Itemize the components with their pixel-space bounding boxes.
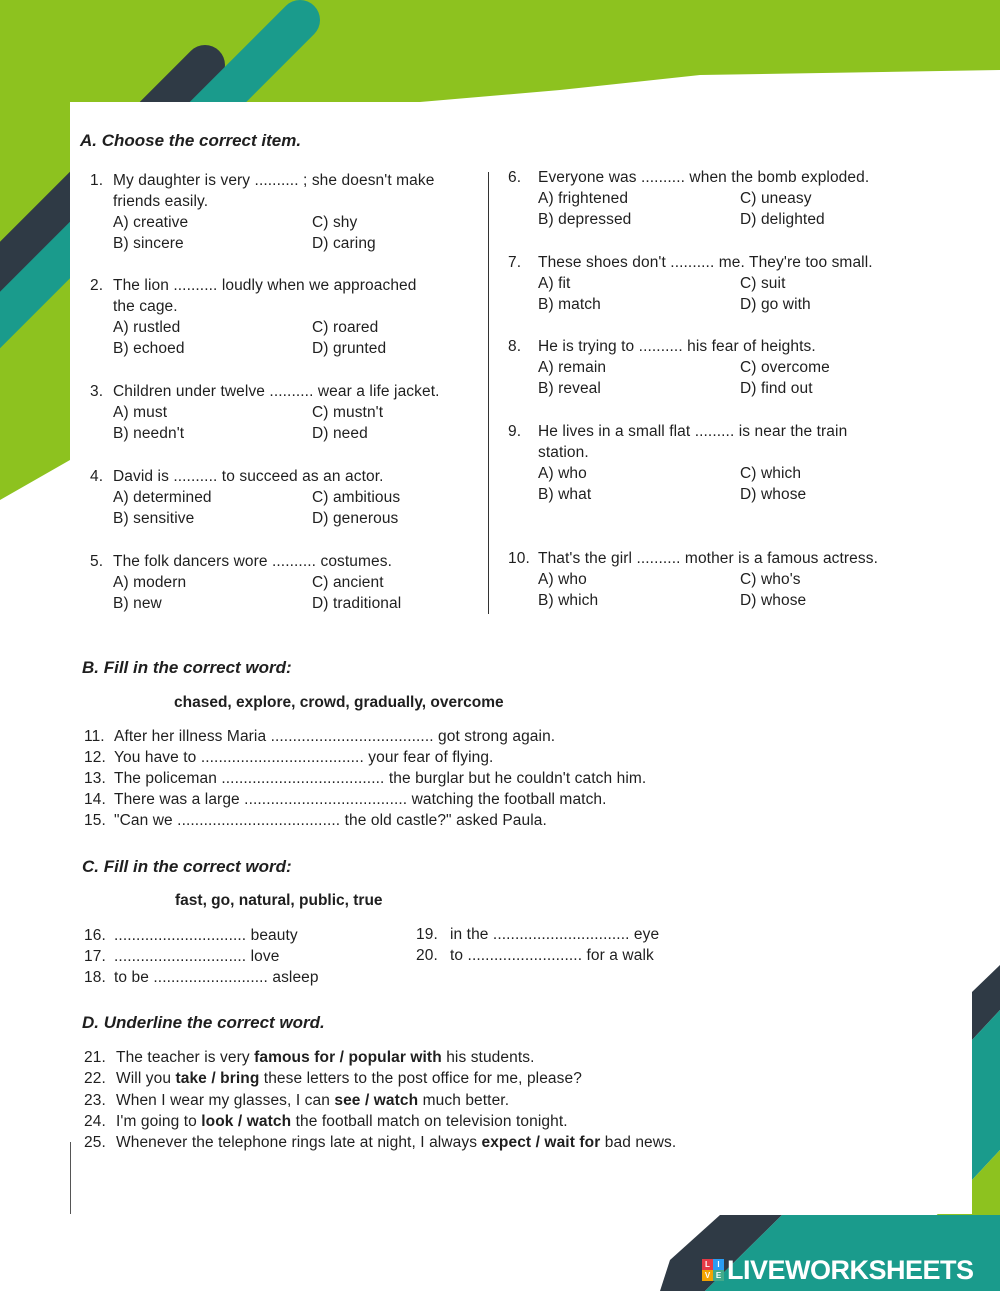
- option-a: A) remain: [538, 359, 607, 376]
- question-number: 8.: [508, 338, 522, 355]
- word-choice[interactable]: bring: [220, 1070, 260, 1088]
- underline-item-number: 24.: [84, 1112, 106, 1130]
- underline-item-sentence: [116, 1092, 509, 1110]
- question-text: The lion .......... loudly when we approached: [113, 277, 417, 294]
- option-b: B) sincere: [113, 235, 184, 252]
- fill-item-number: 15.: [84, 812, 106, 829]
- question-number: 4.: [90, 468, 104, 485]
- logo-mark-letter: I: [713, 1259, 724, 1270]
- option-a: A) must: [113, 404, 168, 421]
- question-text: He lives in a small flat ......... is near the train: [538, 423, 848, 440]
- question-number: 2.: [90, 277, 104, 294]
- option-d: D) delighted: [740, 211, 825, 228]
- question-text: friends easily.: [113, 193, 209, 210]
- sentence-part: Will you: [116, 1070, 176, 1088]
- option-d: D) whose: [740, 592, 807, 609]
- option-c: C) suit: [740, 275, 786, 292]
- sentence-part: /: [531, 1134, 545, 1152]
- section-c-title: C. Fill in the correct word:: [82, 857, 292, 876]
- sentence-part: Whenever the telephone rings late at night, I always: [116, 1134, 482, 1152]
- question-number: 10.: [508, 550, 530, 567]
- question-text: He is trying to .......... his fear of heights.: [538, 338, 816, 355]
- option-a: A) modern: [113, 574, 187, 591]
- sentence-part: his students.: [441, 1049, 535, 1066]
- option-c: C) shy: [312, 214, 358, 231]
- section-a-title: A. Choose the correct item.: [80, 131, 302, 150]
- fill-item-number: 16.: [84, 927, 106, 944]
- word-choice[interactable]: take: [175, 1070, 207, 1088]
- underline-item-number: 25.: [84, 1134, 106, 1152]
- sentence-part: /: [206, 1070, 221, 1088]
- fill-item-number: 20.: [416, 947, 438, 964]
- question-number: 7.: [508, 254, 522, 271]
- sentence-part: these letters to the post office for me, please?: [259, 1070, 582, 1088]
- option-d: D) traditional: [312, 595, 402, 612]
- underline-item-sentence: [116, 1049, 535, 1067]
- question-number: 1.: [90, 172, 104, 189]
- option-d: D) need: [312, 425, 368, 442]
- option-b: B) new: [113, 595, 162, 612]
- option-a: A) creative: [113, 214, 189, 231]
- sentence-part: The teacher is very: [116, 1049, 255, 1066]
- option-b: B) sensitive: [113, 510, 195, 527]
- word-choice[interactable]: expect: [481, 1134, 532, 1152]
- option-b: B) what: [538, 486, 592, 503]
- sentence-part: /: [335, 1049, 349, 1066]
- fill-item-text: "Can we ..................................... the old castle?" asked Paula.: [114, 812, 547, 829]
- option-c: C) mustn't: [312, 404, 384, 421]
- word-choice[interactable]: see: [334, 1091, 361, 1109]
- fill-item-text: The policeman ..................................... the burglar but he couldn't catch him.: [114, 770, 647, 787]
- option-d: D) whose: [740, 486, 807, 503]
- question-text: David is .......... to succeed as an actor.: [113, 468, 384, 485]
- underline-item-sentence: [116, 1134, 676, 1152]
- option-c: C) ancient: [312, 574, 384, 591]
- question-text: My daughter is very .......... ; she doesn't make: [113, 172, 435, 189]
- option-a: A) who: [538, 571, 587, 588]
- option-c: C) uneasy: [740, 190, 812, 207]
- section-b-title: B. Fill in the correct word:: [82, 658, 292, 677]
- logo-mark-letter: E: [713, 1270, 724, 1281]
- option-d: D) generous: [312, 510, 399, 527]
- underline-item-sentence: [116, 1070, 582, 1088]
- question-number: 3.: [90, 383, 104, 400]
- sentence-part: bad news.: [600, 1134, 677, 1152]
- question-text: These shoes don't .......... me. They're too small.: [538, 254, 873, 271]
- word-choice[interactable]: look: [201, 1112, 234, 1130]
- fill-item-text: in the ............................... eye: [450, 926, 660, 943]
- section-b-word-list: chased, explore, crowd, gradually, overcome: [174, 694, 504, 711]
- logo-mark-letter: L: [702, 1259, 713, 1270]
- logo-text: LIVEWORKSHEETS: [727, 1254, 974, 1285]
- section-c-word-list: fast, go, natural, public, true: [175, 892, 383, 909]
- fill-item-text: .............................. beauty: [114, 927, 298, 944]
- liveworksheets-logo: [702, 1256, 974, 1284]
- option-c: C) overcome: [740, 359, 830, 376]
- question-text: That's the girl .......... mother is a famous actress.: [538, 550, 879, 567]
- option-d: D) find out: [740, 380, 813, 397]
- question-text: Everyone was .......... when the bomb exploded.: [538, 169, 870, 186]
- fill-item-text: You have to ..................................... your fear of flying.: [114, 749, 494, 766]
- fill-item-number: 13.: [84, 770, 106, 787]
- underline-item-number: 22.: [84, 1070, 106, 1088]
- sentence-part: /: [233, 1112, 247, 1130]
- logo-mark-icon: [702, 1259, 724, 1281]
- question-text: Children under twelve .......... wear a life jacket.: [113, 383, 440, 400]
- option-a: A) rustled: [113, 319, 181, 336]
- option-d: D) go with: [740, 296, 811, 313]
- option-b: B) depressed: [538, 211, 632, 228]
- option-a: A) frightened: [538, 190, 629, 207]
- worksheet: [70, 102, 972, 1214]
- question-text: The folk dancers wore .......... costumes.: [113, 553, 392, 570]
- option-d: D) caring: [312, 235, 376, 252]
- option-c: C) roared: [312, 319, 379, 336]
- option-c: C) who's: [740, 571, 801, 588]
- section-d-title: D. Underline the correct word.: [82, 1013, 325, 1032]
- word-choice[interactable]: famous for: [254, 1049, 336, 1066]
- fill-item-text: After her illness Maria ..................................... got strong again.: [114, 728, 556, 745]
- question-number: 6.: [508, 169, 522, 186]
- question-number: 5.: [90, 553, 104, 570]
- option-d: D) grunted: [312, 340, 387, 357]
- sentence-part: much better.: [418, 1091, 510, 1109]
- option-b: B) reveal: [538, 380, 601, 397]
- sentence-part: /: [360, 1091, 374, 1109]
- option-c: C) ambitious: [312, 489, 401, 506]
- underline-item-number: 21.: [84, 1049, 106, 1066]
- fill-item-number: 17.: [84, 948, 106, 965]
- question-text: station.: [538, 444, 589, 461]
- fill-item-text: to .......................... for a walk: [450, 947, 654, 964]
- option-a: A) determined: [113, 489, 212, 506]
- option-b: B) which: [538, 592, 599, 609]
- option-b: B) echoed: [113, 340, 185, 357]
- corner-teal-right: [972, 1010, 1000, 1180]
- question-text: the cage.: [113, 298, 178, 315]
- fill-item-text: There was a large ..................................... watching the football match.: [114, 791, 607, 808]
- fill-item-number: 12.: [84, 749, 106, 766]
- fill-item-number: 14.: [84, 791, 106, 808]
- option-b: B) needn't: [113, 425, 185, 442]
- word-choice[interactable]: popular with: [348, 1049, 442, 1066]
- word-choice[interactable]: wait for: [544, 1134, 601, 1152]
- word-choice[interactable]: watch: [246, 1112, 292, 1130]
- option-a: A) fit: [538, 275, 571, 292]
- fill-item-text: .............................. love: [114, 948, 280, 965]
- column-divider: [488, 172, 489, 614]
- sentence-part: the football match on television tonight.: [291, 1112, 568, 1130]
- option-c: C) which: [740, 465, 802, 482]
- option-b: B) match: [538, 296, 601, 313]
- underline-item-sentence: [116, 1113, 568, 1131]
- fill-item-text: to be .......................... asleep: [114, 969, 319, 986]
- word-choice[interactable]: watch: [373, 1091, 419, 1109]
- margin-line: [70, 1142, 71, 1214]
- fill-item-number: 18.: [84, 969, 106, 986]
- underline-item-number: 23.: [84, 1091, 106, 1109]
- fill-item-number: 19.: [416, 926, 438, 943]
- option-a: A) who: [538, 465, 587, 482]
- sentence-part: When I wear my glasses, I can: [116, 1091, 335, 1109]
- fill-item-number: 11.: [84, 728, 105, 745]
- question-number: 9.: [508, 423, 522, 440]
- logo-mark-letter: V: [702, 1270, 713, 1281]
- sentence-part: I'm going to: [116, 1112, 202, 1130]
